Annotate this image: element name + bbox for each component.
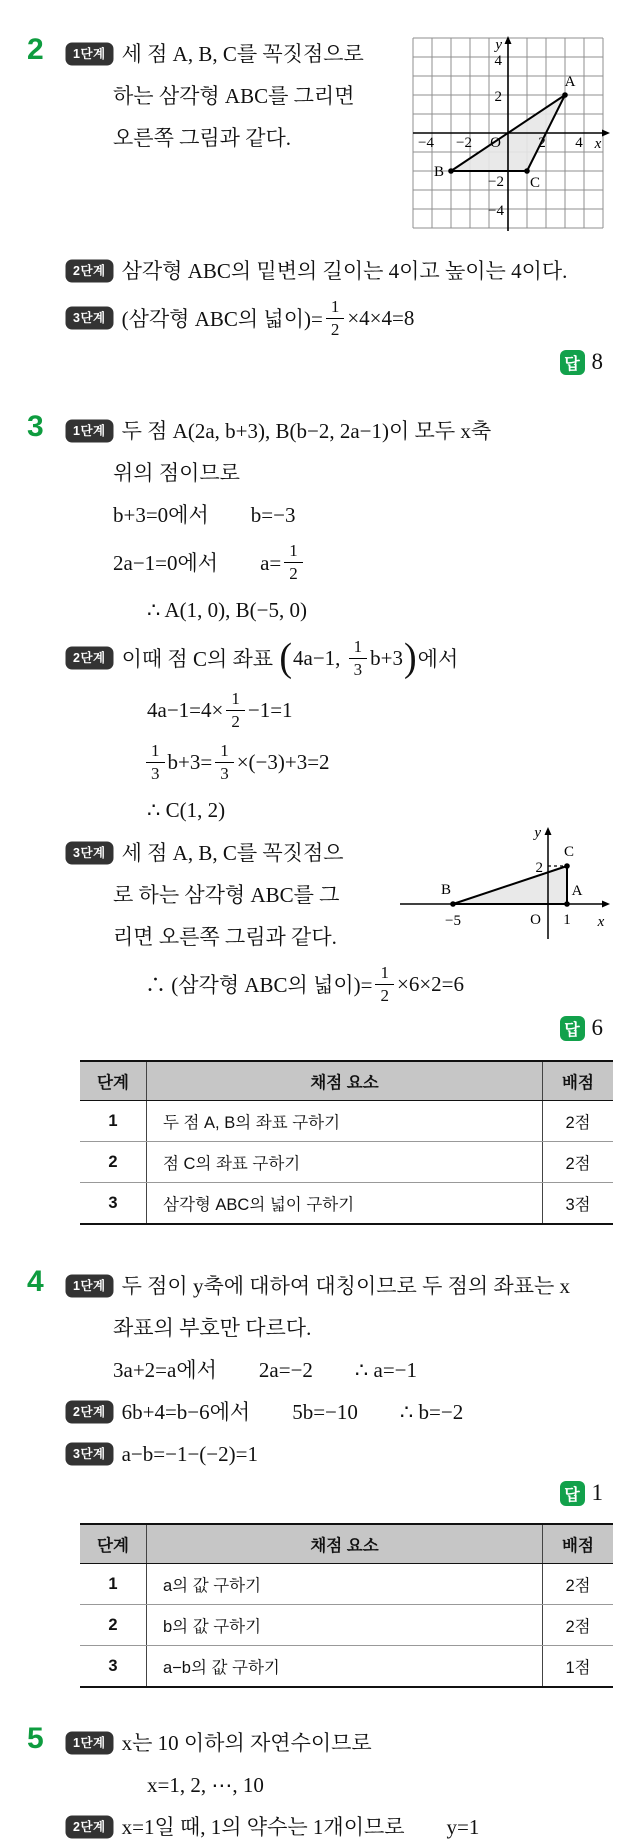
point-c-label: C — [529, 175, 541, 191]
answer-row — [67, 344, 613, 380]
table-row: 3 삼각형 ABC의 넓이 구하기 3점 — [80, 1183, 613, 1225]
x-axis-label: x — [597, 914, 605, 930]
step3-text — [67, 832, 344, 958]
y-tick-neg2: −2 — [488, 174, 504, 190]
solution-text: 세 점 A, B, C를 꼭짓점으로 — [121, 42, 364, 66]
solution-text: 이때 점 C의 좌표 — [121, 647, 279, 671]
fraction: $\frac{1}{3}$ — [215, 740, 234, 784]
solution-line — [67, 832, 344, 874]
problem-number: 2 — [27, 33, 44, 66]
problem-2 — [27, 33, 613, 380]
equation-text: b+3=0에서 b=−3 — [113, 503, 296, 527]
x-axis-arrow — [602, 130, 610, 137]
answer-row — [67, 1475, 613, 1511]
equation-line — [67, 958, 613, 1010]
solution-text: 로 하는 삼각형 ABC를 그 — [113, 883, 340, 907]
answer-badge: 답 — [560, 1016, 585, 1041]
col-header-step: 단계 — [80, 1524, 147, 1564]
solution-line — [67, 1722, 613, 1764]
problem-number: 5 — [27, 1722, 44, 1755]
solution-text: 에서 — [417, 647, 459, 671]
step1-row — [67, 33, 613, 233]
equation-line — [67, 736, 613, 788]
x-tick-2: 2 — [538, 135, 546, 151]
equation-line — [67, 536, 613, 588]
solution-line — [67, 33, 364, 75]
triangle-abc — [453, 866, 567, 904]
x-tick-4: 4 — [575, 135, 583, 151]
col-header-points: 배점 — [543, 1524, 614, 1564]
step-badge: 2단계 — [67, 1402, 112, 1423]
equation-text: x=1, 2, ⋯, 10 — [147, 1773, 264, 1797]
equation-text: ×(−3)+3=2 — [236, 749, 330, 774]
equation-text: b+3 — [370, 645, 404, 670]
solution-text: 리면 오른쪽 그림과 같다. — [113, 925, 337, 949]
coordinate-plane-figure-2 — [398, 824, 613, 942]
equation-text: b+3= — [167, 749, 213, 774]
point-a-label: A — [564, 74, 576, 90]
fraction: $\frac{1}{2}$ — [375, 962, 394, 1006]
step-badge: 1단계 — [67, 421, 112, 442]
x-axis-arrow — [602, 901, 610, 908]
table-row: 3 a−b의 값 구하기 1점 — [80, 1646, 613, 1688]
fraction: $\frac{1}{2}$ — [326, 296, 345, 340]
equation-text: ×4×4=8 — [347, 305, 415, 330]
step3-row — [67, 825, 613, 958]
step-badge: 1단계 — [67, 44, 112, 65]
fraction: $\frac{1}{2}$ — [284, 540, 303, 584]
y-axis-label: y — [495, 37, 502, 53]
point-b-label: B — [433, 164, 445, 180]
equation-text: ∴ (삼각형 ABC의 넓이)= — [145, 973, 373, 997]
x-tick-neg2: −2 — [456, 135, 472, 151]
equation-text: ×6×2=6 — [396, 971, 465, 996]
answer-value: 6 — [591, 1015, 603, 1040]
origin-label: O — [530, 912, 541, 928]
solution-line — [67, 1265, 613, 1307]
y-tick-4: 4 — [494, 53, 502, 69]
fraction: $\frac{1}{3}$ — [146, 740, 165, 784]
x-axis-label: x — [594, 136, 602, 152]
x-tick-1: 1 — [563, 912, 571, 928]
step-badge: 3단계 — [67, 308, 112, 329]
solution-line — [67, 1806, 613, 1848]
table-row: 1 두 점 A, B의 좌표 구하기 2점 — [80, 1101, 613, 1142]
equation-text: ∴ C(1, 2) — [147, 798, 226, 822]
problem-5 — [27, 1722, 613, 1848]
table-row: 2 b의 값 구하기 2점 — [80, 1605, 613, 1646]
answer-badge: 답 — [560, 350, 585, 375]
problem-number: 3 — [27, 410, 44, 443]
solution-text: 오른쪽 그림과 같다. — [113, 126, 292, 150]
equation-text: ∴ A(1, 0), B(−5, 0) — [147, 598, 307, 622]
solution-text: 삼각형 ABC의 밑변의 길이는 4이고 높이는 4이다. — [121, 259, 568, 283]
score-table-2 — [80, 1523, 613, 1688]
solution-text: 하는 삼각형 ABC를 그리면 — [113, 84, 355, 108]
step-badge: 1단계 — [67, 1733, 112, 1754]
equation-text: 4a−1, — [293, 645, 346, 670]
step1-text — [67, 33, 364, 159]
table-row: 1 a의 값 구하기 2점 — [80, 1564, 613, 1605]
solution-text: x=1일 때, 1의 약수는 1개이므로 y=1 — [121, 1815, 480, 1839]
equation-text: −1=1 — [247, 697, 293, 722]
y-tick-2: 2 — [535, 860, 543, 876]
equation-text: (삼각형 ABC의 넓이)= — [121, 307, 323, 331]
y-axis-label: y — [534, 825, 541, 841]
answer-value: 8 — [591, 349, 603, 374]
point-b-label: B — [440, 882, 452, 898]
equation-text: 2a−1=0에서 a= — [113, 551, 282, 575]
step-badge: 2단계 — [67, 1817, 112, 1838]
right-paren: ) — [404, 635, 417, 681]
problem-3 — [27, 410, 613, 1225]
table-header-row — [80, 1524, 613, 1564]
y-tick-2: 2 — [494, 89, 502, 105]
col-header-criteria: 채점 요소 — [147, 1524, 543, 1564]
equation-text: 6b+4=b−6에서 5b=−10 ∴ b=−2 — [121, 1400, 464, 1424]
origin-label: O — [490, 135, 501, 151]
coordinate-plane-figure-1 — [401, 33, 613, 233]
equation-line — [67, 632, 613, 684]
answer-badge: 답 — [560, 1481, 585, 1506]
solution-line — [67, 410, 613, 452]
equation-text: 4a−1=4× — [147, 697, 224, 722]
equation-line — [67, 684, 613, 736]
step-badge: 3단계 — [67, 1444, 112, 1465]
fraction: $\frac{1}{3}$ — [349, 636, 368, 680]
x-tick-neg5: −5 — [445, 913, 461, 929]
problem-4 — [27, 1265, 613, 1688]
solution-text: 좌표의 부호만 다르다. — [113, 1316, 312, 1340]
solution-text: 세 점 A, B, C를 꼭짓점으 — [121, 841, 344, 865]
x-tick-neg4: −4 — [418, 135, 434, 151]
left-paren: ( — [279, 635, 292, 681]
col-header-criteria: 채점 요소 — [147, 1061, 543, 1101]
y-tick-neg4: −4 — [488, 203, 504, 219]
step-badge: 2단계 — [67, 261, 112, 282]
solution-line — [67, 1391, 613, 1433]
solution-text: 두 점 A(2a, b+3), B(b−2, 2a−1)이 모두 x축 — [121, 419, 492, 443]
y-axis-arrow — [545, 827, 552, 835]
point-c-label: C — [563, 844, 575, 860]
fraction: $\frac{1}{2}$ — [226, 688, 245, 732]
solution-text: 두 점이 y축에 대하여 대칭이므로 두 점의 좌표는 x — [121, 1274, 571, 1298]
equation-text: a−b=−1−(−2)=1 — [121, 1442, 258, 1466]
solution-text: 위의 점이므로 — [113, 461, 240, 485]
step-badge: 3단계 — [67, 843, 112, 864]
answer-value: 1 — [591, 1480, 603, 1505]
solution-text: x는 10 이하의 자연수이므로 — [121, 1731, 372, 1755]
col-header-points: 배점 — [543, 1061, 614, 1101]
equation-line — [67, 292, 613, 344]
score-table-1 — [80, 1060, 613, 1225]
problem-number: 4 — [27, 1265, 44, 1298]
point-a-label: A — [571, 883, 583, 899]
col-header-step: 단계 — [80, 1061, 147, 1101]
table-row: 2 점 C의 좌표 구하기 2점 — [80, 1142, 613, 1183]
equation-text: 3a+2=a에서 2a=−2 ∴ a=−1 — [113, 1358, 418, 1382]
answer-row — [67, 1010, 613, 1046]
step-badge: 1단계 — [67, 1276, 112, 1297]
table-header-row — [80, 1061, 613, 1101]
y-axis-arrow — [505, 36, 512, 44]
solution-line — [67, 1433, 613, 1475]
solution-line — [67, 250, 613, 292]
step-badge: 2단계 — [67, 648, 112, 669]
